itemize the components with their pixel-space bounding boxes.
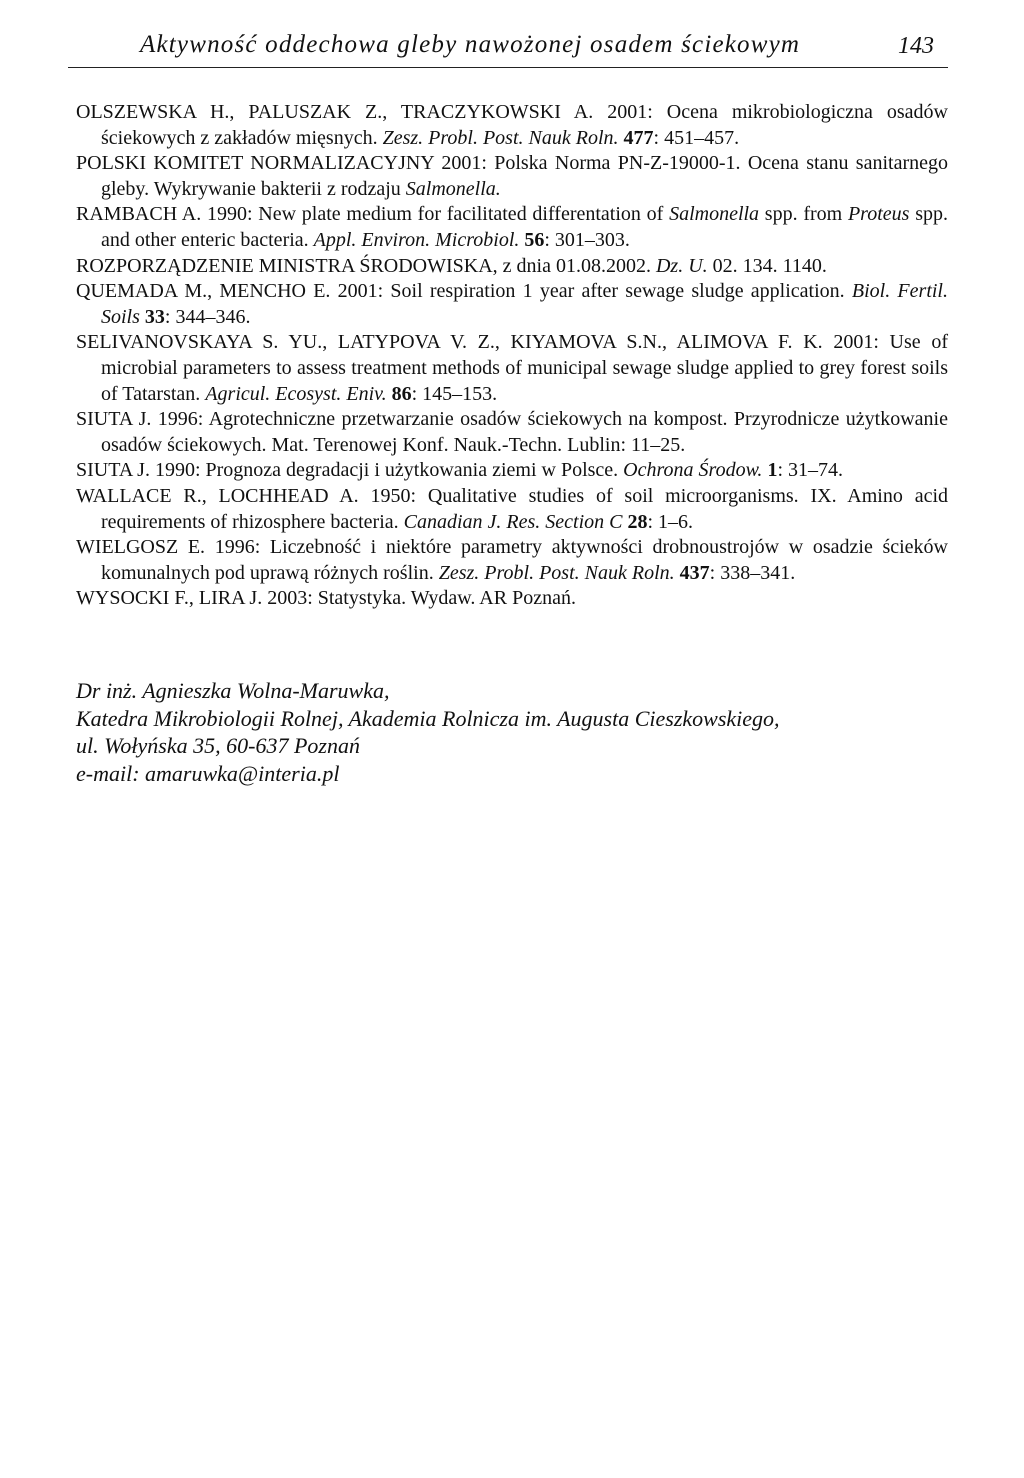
- reference-text: WIELGOSZ E. 1996: Liczebność i niektóre parametry aktywności drobnoustrojów w osadzie ścieków komunalnych pod uprawą różnych roślin.: [76, 536, 948, 584]
- running-header: [68, 27, 948, 68]
- reference-italic-text: Zesz. Probl. Post. Nauk Roln.: [438, 561, 675, 584]
- author-address: [76, 677, 956, 787]
- reference-text: : 31–74.: [777, 459, 843, 482]
- reference-text: OLSZEWSKA H., PALUSZAK Z., TRACZYKOWSKI A. 2001: Ocena mikrobiologiczna osadów ściekowych z zakładów mięsnych.: [76, 101, 948, 149]
- reference-entry: [76, 279, 948, 330]
- reference-text: : 344–346.: [164, 305, 251, 328]
- reference-volume: 477: [623, 126, 654, 149]
- reference-text: : 145–153.: [411, 382, 498, 405]
- reference-text: 02. 134. 1140.: [707, 254, 827, 277]
- reference-entry: [76, 330, 948, 407]
- reference-volume: 1: [767, 459, 778, 482]
- author-affiliation: Katedra Mikrobiologii Rolnej, Akademia Rolnicza im. Augusta Cieszkowskiego,: [76, 705, 780, 731]
- reference-italic-text: Proteus: [847, 203, 910, 226]
- reference-text: QUEMADA M., MENCHO E. 2001: Soil respiration 1 year after sewage sludge application.: [76, 280, 852, 303]
- reference-text: spp. from: [759, 203, 848, 226]
- reference-text: spp. and other enteric bacteria.: [101, 203, 948, 251]
- reference-entry: [76, 407, 948, 458]
- reference-volume: 86: [391, 382, 412, 405]
- reference-volume: 437: [679, 561, 710, 584]
- reference-text: RAMBACH A. 1990: New plate medium for facilitated differentation of: [76, 203, 670, 226]
- reference-entry: [76, 535, 948, 586]
- reference-text: POLSKI KOMITET NORMALIZACYJNY 2001: Polska Norma PN-Z-19000-1. Ocena stanu sanitarnego gleby. Wykrywanie bakterii z rodzaju: [76, 152, 948, 200]
- reference-volume: 56: [524, 228, 545, 251]
- reference-text: : 1–6.: [647, 510, 694, 533]
- reference-entry: [76, 586, 948, 612]
- reference-italic-text: Agricul. Ecosyst. Eniv.: [205, 382, 387, 405]
- reference-volume: 28: [627, 510, 648, 533]
- running-title: Aktywność oddechowa gleby nawożonej osadem ściekowym: [140, 31, 801, 58]
- reference-text: WALLACE R., LOCHHEAD A. 1950: Qualitative studies of soil microorganisms. IX. Amino acid requirements of rhizosphere bacteria.: [76, 484, 948, 533]
- reference-italic-text: Ochrona Środow.: [623, 459, 763, 482]
- reference-text: SIUTA J. 1996: Agrotechniczne przetwarzanie osadów ściekowych na kompost. Przyrodnicze użytkowanie osadów ściekowych. Mat. Terenowej Konf. Nauk.-Techn. Lublin: 11–25.: [76, 408, 948, 456]
- reference-text: : 451–457.: [653, 126, 740, 149]
- reference-italic-text: Dz. U.: [655, 254, 708, 277]
- reference-italic-text: Canadian J. Res. Section C: [403, 510, 623, 533]
- reference-entry: [76, 202, 948, 253]
- author-email: e-mail: amaruwka@interia.pl: [76, 760, 340, 786]
- reference-italic-text: Biol. Fertil. Soils: [101, 280, 948, 328]
- reference-italic-text: Zesz. Probl. Post. Nauk Roln.: [382, 126, 619, 149]
- reference-text: SELIVANOVSKAYA S. YU., LATYPOVA V. Z., KIYAMOVA S.N., ALIMOVA F. K. 2001: Use of microbial parameters to assess treatment methods of municipal sewage sludge applied to grey forest soils of Tatarstan.: [76, 331, 948, 405]
- reference-volume: 33: [144, 305, 165, 328]
- reference-text: ROZPORZĄDZENIE MINISTRA ŚRODOWISKA, z dnia 01.08.2002.: [76, 254, 656, 277]
- author-name: Dr inż. Agnieszka Wolna-Maruwka,: [76, 678, 390, 703]
- page-number: 143: [898, 33, 934, 59]
- reference-text: WYSOCKI F., LIRA J. 2003: Statystyka. Wydaw. AR Poznań.: [76, 587, 576, 610]
- reference-text: SIUTA J. 1990: Prognoza degradacji i użytkowania ziemi w Polsce.: [76, 459, 624, 482]
- reference-italic-text: Appl. Environ. Microbiol.: [313, 228, 520, 251]
- reference-italic-text: Salmonella.: [405, 177, 501, 200]
- reference-entry: [76, 458, 948, 484]
- reference-text: : 301–303.: [544, 228, 630, 251]
- author-street: ul. Wołyńska 35, 60-637 Poznań: [76, 733, 360, 758]
- reference-italic-text: Salmonella: [669, 203, 760, 226]
- reference-entry: [76, 484, 948, 535]
- reference-entry: [76, 100, 948, 151]
- reference-entry: [76, 254, 948, 280]
- reference-text: : 338–341.: [709, 561, 796, 584]
- reference-list: [76, 100, 948, 612]
- reference-entry: [76, 151, 948, 202]
